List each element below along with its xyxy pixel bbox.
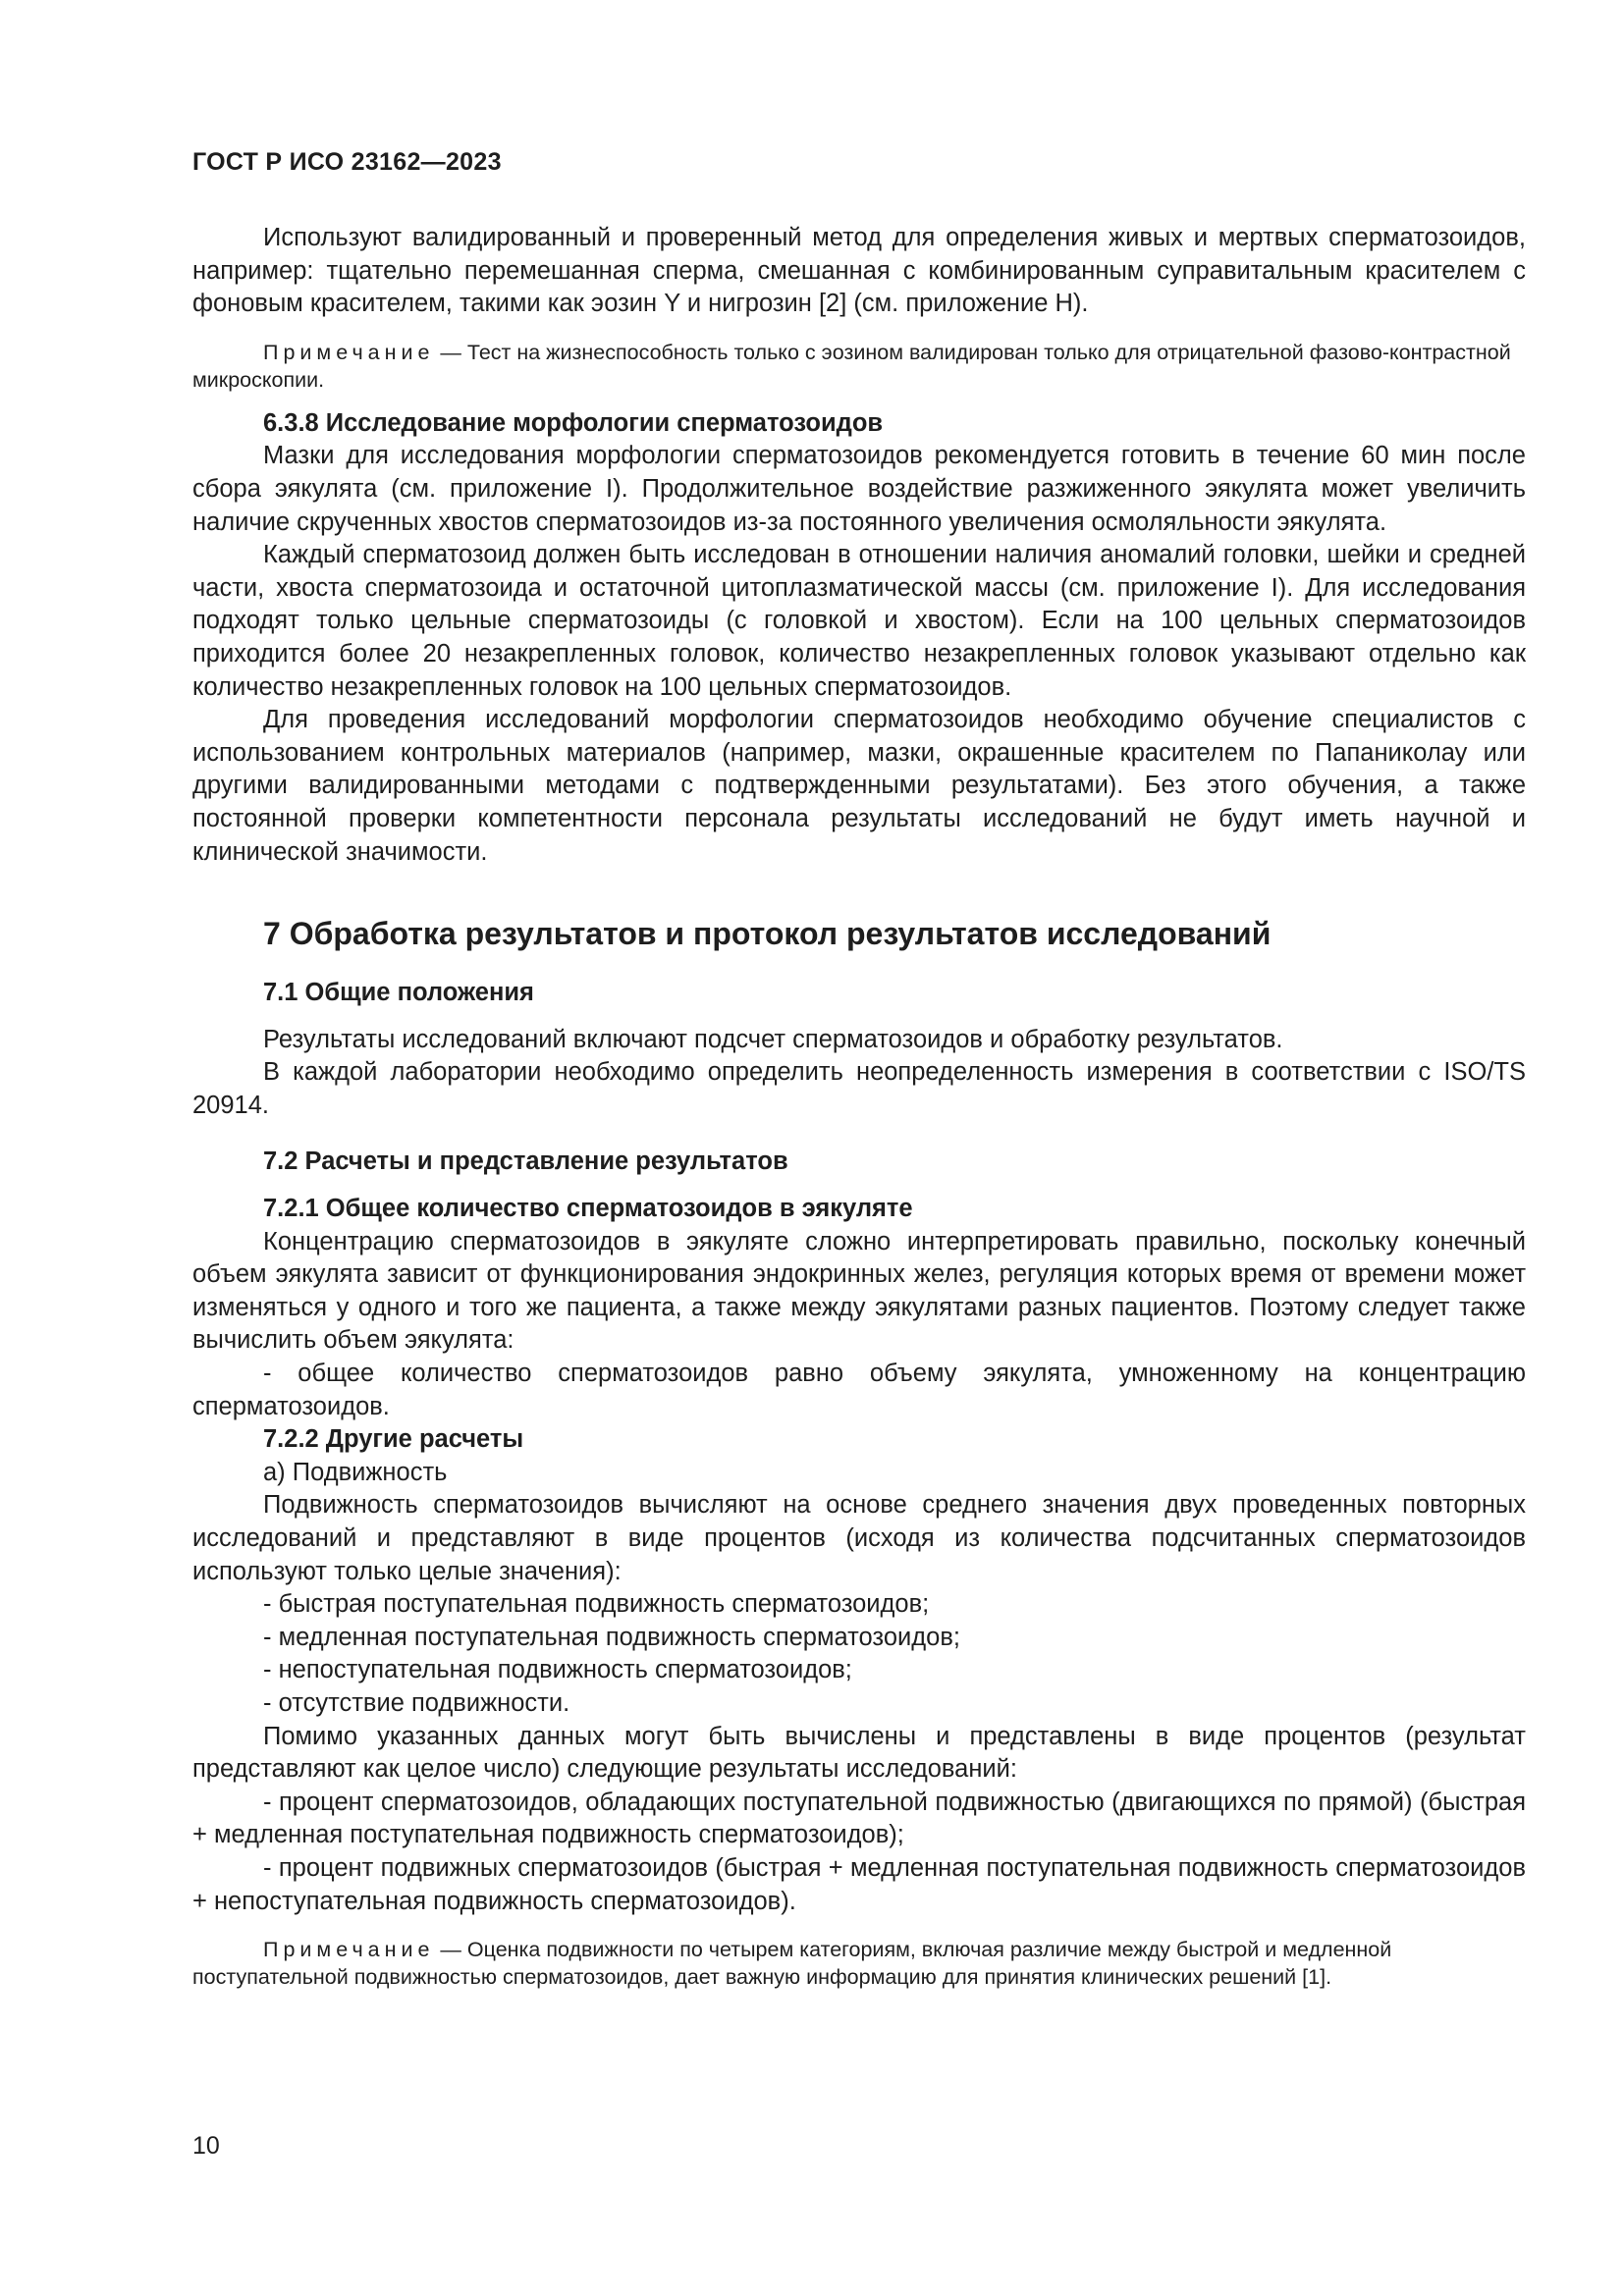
list-item: - непоступательная подвижность сперматозоидов; [263, 1656, 852, 1684]
paragraph: Концентрацию сперматозоидов в эякуляте сложно интерпретировать правильно, поскольку конечный объем эякулята зависит от функционирования эндокринных желез, регуляция которых время от времени может изменяться у одного и того же пациента, а также между эякулятами разных пациентов. Поэтому следует также вычислить объем эякулята: [192, 1227, 1526, 1355]
section-heading-7-1: 7.1 Общие положения [263, 979, 534, 1007]
section-heading-7: 7 Обработка результатов и протокол результатов исследований [263, 916, 1272, 952]
paragraph: Результаты исследований включают подсчет сперматозоидов и обработку результатов. [263, 1025, 1283, 1053]
list-item: - медленная поступательная подвижность сперматозоидов; [263, 1623, 960, 1651]
list-item: - отсутствие подвижности. [263, 1688, 570, 1717]
paragraph: Каждый сперматозоид должен быть исследован в отношении наличия аномалий головки, шейки и средней части, хвоста сперматозоида и остаточной цитоплазматической массы (см. приложение I). Для исследования подходят только цельные сперматозоиды (с головкой и хвостом). Если на 100 цельных сперматозоидов приходится более 20 незакрепленных головок, количество незакрепленных головок указывают отдельно как количество незакрепленных головок на 100 цельных сперматозоидов. [192, 541, 1526, 701]
paragraph: В каждой лаборатории необходимо определить неопределенность измерения в соответствии с ISO/TS 20914. [192, 1058, 1526, 1119]
list-item: - быстрая поступательная подвижность сперматозоидов; [263, 1590, 930, 1619]
list-item: - общее количество сперматозоидов равно объему эякулята, умноженному на концентрацию сперматозоидов. [192, 1360, 1526, 1420]
document-body [192, 222, 1526, 1991]
note [192, 1936, 1526, 1991]
section-heading-7-2-2: 7.2.2 Другие расчеты [263, 1425, 524, 1454]
paragraph: Помимо указанных данных могут быть вычислены и представлены в виде процентов (результат представляют как целое число) следующие результаты исследований: [192, 1722, 1526, 1784]
note-label: Примечание [263, 1938, 435, 1962]
section-heading-7-2: 7.2 Расчеты и представление результатов [263, 1148, 788, 1176]
paragraph: Используют валидированный и проверенный метод для определения живых и мертвых сперматозоидов, например: тщательно перемешанная сперма, смешанная с комбинированным суправитальным красителем с фоновым красителем, такими как эозин Y и нигрозин [2] (см. приложение Н). [192, 224, 1526, 318]
document-header: ГОСТ Р ИСО 23162—2023 [192, 148, 502, 176]
note-text: — Тест на жизнеспособность только с эозином валидирован только для отрицательной фазово-контрастной микроскопии. [192, 340, 1511, 392]
section-heading-7-2-1: 7.2.1 Общее количество сперматозоидов в эякуляте [263, 1195, 913, 1223]
list-item: - процент сперматозоидов, обладающих поступательной подвижностью (двигающихся по прямой) (быстрая + медленная поступательная подвижность сперматозоидов); [192, 1788, 1526, 1849]
paragraph: Подвижность сперматозоидов вычисляют на основе среднего значения двух проведенных повторных исследований и представляют в виде процентов (исходя из количества подсчитанных сперматозоидов используют только целые значения): [192, 1491, 1526, 1585]
note [192, 339, 1526, 394]
list-item: а) Подвижность [263, 1458, 448, 1486]
section-heading-6-3-8: 6.3.8 Исследование морфологии сперматозоидов [263, 408, 884, 437]
page-number: 10 [192, 2132, 220, 2160]
list-item: - процент подвижных сперматозоидов (быстрая + медленная поступательная подвижность сперматозоидов + непоступательная подвижность сперматозоидов). [192, 1853, 1526, 1915]
paragraph: Для проведения исследований морфологии сперматозоидов необходимо обучение специалистов с использованием контрольных материалов (например, мазки, окрашенные красителем по Папаниколау или другими валидированными методами с подтвержденными результатами). Без этого обучения, а также постоянной проверки компетентности персонала результаты исследований не будут иметь научной и клинической значимости. [192, 706, 1526, 866]
paragraph: Мазки для исследования морфологии сперматозоидов рекомендуется готовить в течение 60 мин после сбора эякулята (см. приложение I). Продолжительное воздействие разжиженного эякулята может увеличить наличие скрученных хвостов сперматозоидов из-за постоянного увеличения осмоляльности эякулята. [192, 442, 1526, 536]
note-label: Примечание [263, 340, 435, 364]
note-text: — Оценка подвижности по четырем категориям, включая различие между быстрой и медленной поступательной подвижностью сперматозоидов, дает важную информацию для принятия клинических решений [1]. [192, 1938, 1392, 1990]
